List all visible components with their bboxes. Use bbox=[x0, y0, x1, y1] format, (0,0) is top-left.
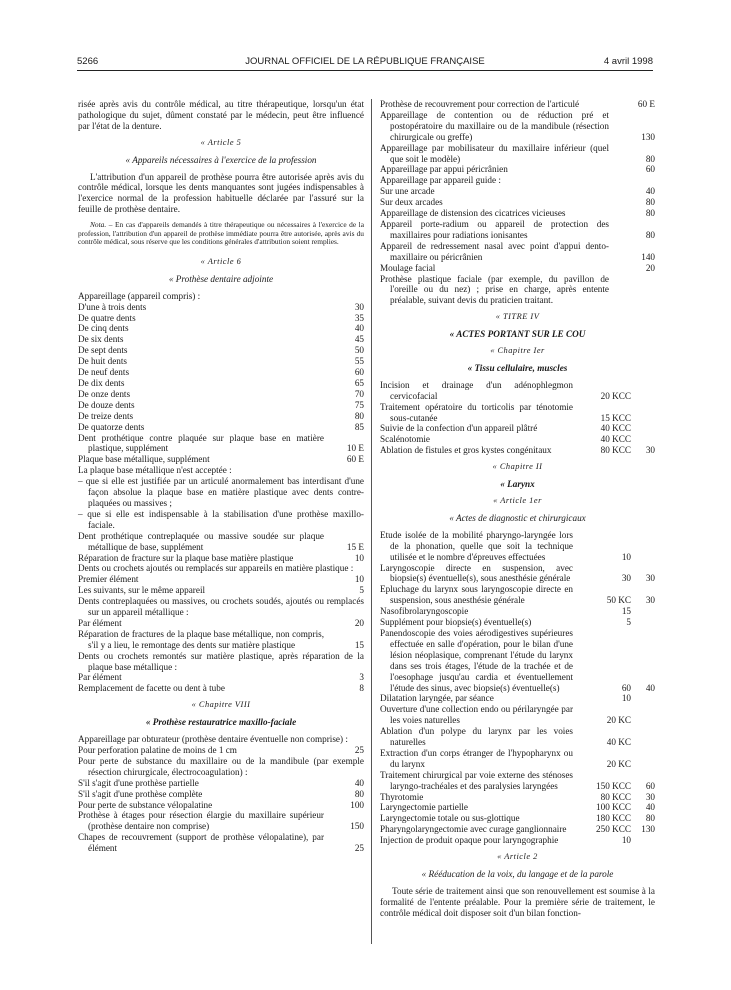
titre-4-heading: « TITRE IV bbox=[495, 312, 540, 322]
row-label: De onze dents bbox=[78, 388, 131, 399]
larynx-row bbox=[380, 584, 655, 606]
row-label: De huit dents bbox=[78, 356, 127, 367]
row-value: 55 bbox=[354, 356, 364, 367]
row-coefficient: 30 bbox=[645, 595, 655, 606]
article-2-title: « Rééducation de la voix, du langage et de la parole bbox=[421, 869, 614, 879]
row-value: 50 KC bbox=[606, 595, 631, 606]
larynx-acts-list bbox=[380, 530, 655, 846]
dents-crochets: Dents ou crochets ajoutés ou remplacés sur appareils en matière plastique : bbox=[78, 563, 354, 574]
row-label: Suivie de la confection d'un appareil plâtré bbox=[380, 423, 538, 434]
row-label: De cinq dents bbox=[78, 323, 129, 334]
header-rule bbox=[77, 70, 653, 71]
row-chapes: Chapes de recouvrement (support de prothèse vélopalatine), par élément 25 bbox=[78, 832, 364, 854]
larynx-row bbox=[380, 802, 655, 813]
appareillage-obturateur: Appareillage par obturateur (prothèse dentaire éventuelle non comprise) : bbox=[78, 734, 348, 745]
cou-row bbox=[380, 445, 655, 456]
row-coefficient: 130 bbox=[641, 824, 655, 835]
article-6-heading: « Article 6 bbox=[200, 256, 242, 266]
dents-row bbox=[78, 356, 364, 367]
perte-substance: Pour perte de substance du maxillaire ou de la mandibule (par exemple résection chirurgicale, électrocoagulation) : bbox=[78, 755, 364, 777]
larynx-row bbox=[380, 748, 655, 770]
chapter-2-title: « Larynx bbox=[500, 479, 535, 490]
larynx-row bbox=[380, 726, 655, 748]
larynx-row bbox=[380, 704, 655, 726]
row-coefficient: 30 bbox=[645, 791, 655, 802]
journal-title: JOURNAL OFFICIEL DE LA RÉPUBLIQUE FRANÇAISE bbox=[245, 56, 485, 67]
row-plaque-base: Plaque base métallique, supplément 60 E bbox=[78, 454, 364, 465]
row-redressement: Appareil de redressement nasal avec point d'appui dento-maxillaire ou péricrânien 140 bbox=[380, 240, 655, 262]
dents-row bbox=[78, 334, 364, 345]
note-text: – En cas d'appareils demandés à titre thérapeutique ou nécessaires à l'exercice de la profession, l'attribution d'un appareil de prothèse immédiate pourra être autorisée, après avis du contrôle médical, sous réserve que les conditions générales d'attribution soient remplies. bbox=[78, 220, 364, 247]
cou-row bbox=[380, 434, 655, 445]
row-label: De douze dents bbox=[78, 399, 135, 410]
chapter-1-title: « Tissu cellulaire, muscles bbox=[467, 362, 568, 373]
row-deux-arcades: Sur deux arcades 80 bbox=[380, 197, 655, 208]
appareillage-label: Appareillage (appareil compris) : bbox=[78, 290, 201, 301]
row-value: 40 KCC bbox=[600, 434, 631, 445]
condition-2: – que si elle est indispensable à la stabilisation d'une prothèse maxillo-faciale. bbox=[78, 508, 364, 530]
row-velopalatine: Pour perte de substance vélopalatine 100 bbox=[78, 799, 364, 810]
row-label: Traitement chirurgical par voie externe des sténoses laryngo-trachéales et des paralysies laryngées bbox=[380, 769, 573, 791]
row-label: Scalénotomie bbox=[380, 434, 431, 445]
row-value: 100 KCC bbox=[596, 802, 631, 813]
dents-row bbox=[78, 345, 364, 356]
row-value: 45 bbox=[354, 334, 364, 345]
dents-row bbox=[78, 367, 364, 378]
row-value: 30 bbox=[354, 301, 364, 312]
row-label: Ablation d'un polype du larynx par les voies naturelles bbox=[380, 726, 573, 748]
row-value: 50 bbox=[354, 345, 364, 356]
row-label: Incision et drainage d'un adénophlegmon cervicofacial bbox=[380, 379, 573, 401]
dents-remontes: Dents ou crochets remontés sur matière plastique, après réparation de la plaque base métallique : bbox=[78, 650, 364, 672]
row-coefficient: 30 bbox=[645, 445, 655, 456]
row-label: Epluchage du larynx sous laryngoscopie directe en suspension, sous anesthésie générale bbox=[380, 584, 573, 606]
titre-4-title: « ACTES PORTANT SUR LE COU bbox=[449, 329, 586, 340]
dents-list bbox=[78, 302, 364, 433]
row-pericranien: Appareillage par appui péricrânien 60 bbox=[380, 164, 655, 175]
cou-row bbox=[380, 423, 655, 434]
row-label: Laryngectomie totale ou sus-glottique bbox=[380, 813, 520, 824]
row-value: 20 KC bbox=[606, 715, 631, 726]
row-label: De six dents bbox=[78, 334, 124, 345]
dents-row bbox=[78, 378, 364, 389]
row-label: Ouverture d'une collection endo ou périlaryngée par les voies naturelles bbox=[380, 704, 573, 726]
article-1-title: « Actes de diagnostic et chirurgicaux bbox=[449, 512, 586, 523]
row-premier-element: Premier élément 10 bbox=[78, 574, 364, 585]
row-label: Panendoscopie des voies aérodigestives supérieures effectuée en salle d'opération, pour le bilan d'une lésion néoplasique, comprenant l'étude du larynx dans ses trois étages, l'étude de la trachée et de l'oesophage jusqu'au cardia et éventuellement l'étude des sinus, avec biopsie(s) éventuelle(s) bbox=[380, 627, 573, 693]
article-5-text: L'attribution d'un appareil de prothèse pourra être autorisée après avis du contrôle médical, lorsque les dents manquantes sont jugées indispensables à l'exercice normal de la profession habituelle déclarée par l'assuré sur la feuille de prothèse dentaire. bbox=[78, 171, 364, 215]
row-label: Pharyngolaryngectomie avec curage ganglionnaire bbox=[380, 824, 567, 835]
row-label: De dix dents bbox=[78, 378, 125, 388]
article-6-title: « Prothèse dentaire adjointe bbox=[168, 273, 274, 284]
row-label: Injection de produit opaque pour laryngographie bbox=[380, 835, 559, 846]
larynx-row bbox=[380, 563, 655, 585]
row-value: 20 KC bbox=[606, 758, 631, 769]
page-header bbox=[77, 56, 653, 70]
row-value: 35 bbox=[354, 312, 364, 323]
row-value: 75 bbox=[354, 399, 364, 410]
dents-row bbox=[78, 323, 364, 334]
row-complete: S'il s'agit d'une prothèse complète 80 bbox=[78, 788, 364, 799]
cou-row bbox=[380, 402, 655, 424]
dents-row bbox=[78, 400, 364, 411]
row-value: 85 bbox=[354, 421, 364, 432]
row-value: 70 bbox=[354, 388, 364, 399]
condition-1: – que si elle est justifiée par un articulé anormalement bas interdisant d'une façon absolue la plaque base en matière plastique avec dents contre-plaquées ou massives ; bbox=[78, 476, 364, 508]
dents-contreplaquees: Dents contreplaquées ou massives, ou crochets soudés, ajoutés ou remplacés sur un appareil métallique : bbox=[78, 596, 364, 618]
row-dent-soudee: Dent prothétique contreplaquée ou massive soudée sur plaque métallique de base, supplément 15 E bbox=[78, 530, 364, 552]
row-porte-radium: Appareil porte-radium ou appareil de protection des maxillaires pour radiations ionisantes 80 bbox=[380, 218, 655, 240]
article-5-heading: « Article 5 bbox=[200, 137, 242, 147]
row-value: 15 KCC bbox=[600, 412, 631, 423]
issue-date: 4 avril 1998 bbox=[603, 56, 653, 67]
row-coefficient: 40 bbox=[645, 682, 655, 693]
row-label: Thyrotomie bbox=[380, 791, 424, 802]
row-label: Laryngectomie partielle bbox=[380, 802, 469, 813]
row-coefficient: 40 bbox=[645, 802, 655, 813]
cou-acts-list bbox=[380, 380, 655, 456]
chapter-8-title: « Prothèse restauratrice maxillo-faciale bbox=[145, 717, 297, 728]
row-value: 180 KCC bbox=[596, 813, 631, 824]
larynx-row bbox=[380, 835, 655, 846]
page-number: 5266 bbox=[77, 56, 99, 67]
article-5-title: « Appareils nécessaires à l'exercice de la profession bbox=[125, 154, 317, 165]
row-value: 40 bbox=[354, 323, 364, 334]
row-value: 10 bbox=[621, 693, 631, 704]
row-label: Traitement opératoire du torticolis par ténotomie sous-cutanée bbox=[380, 401, 573, 423]
row-value: 80 KCC bbox=[600, 791, 631, 802]
row-coefficient: 30 bbox=[645, 573, 655, 584]
row-value: 30 bbox=[621, 573, 631, 584]
dents-row bbox=[78, 422, 364, 433]
chapter-2-heading: « Chapitre II bbox=[492, 462, 543, 472]
chapter-1-heading: « Chapitre Ier bbox=[490, 346, 545, 356]
row-etages: Prothèse à étages pour résection élargie du maxillaire supérieur (prothèse dentaire non comprise) 150 bbox=[78, 810, 364, 832]
row-par-element-2: Par élément 3 bbox=[78, 672, 364, 683]
row-value: 80 KCC bbox=[600, 445, 631, 456]
article-2-text: Toute série de traitement ainsi que son renouvellement est soumise à la formalité de l'entente préalable. Pour la première série de traitement, le contrôle médical doit disposer soit d'un bilan fonction- bbox=[380, 885, 655, 918]
row-label: D'une à trois dents bbox=[78, 301, 147, 312]
row-value: 150 KCC bbox=[596, 780, 631, 791]
row-value: 10 bbox=[621, 551, 631, 562]
row-contention: Appareillage de contention ou de réduction pré et postopératoire du maxillaire ou de la mandibule (résection chirurgicale ou greffe) 130 bbox=[380, 109, 655, 142]
intro-paragraph: risée après avis du contrôle médical, au titre thérapeutique, lorsqu'un état pathologique du sujet, dûment constaté par le médecin, peut être influencé par l'état de la denture. bbox=[78, 99, 364, 131]
left-column bbox=[78, 99, 364, 854]
row-value: 20 KCC bbox=[600, 390, 631, 401]
dents-row bbox=[78, 411, 364, 422]
row-remplacement: Remplacement de facette ou dent à tube 8 bbox=[78, 683, 364, 694]
row-moulage: Moulage facial 20 bbox=[380, 262, 655, 273]
dents-row bbox=[78, 389, 364, 400]
row-value: 60 bbox=[354, 367, 364, 378]
larynx-row bbox=[380, 824, 655, 835]
article-2-heading: « Article 2 bbox=[497, 852, 538, 862]
larynx-row bbox=[380, 813, 655, 824]
plastique-faciale: Prothèse plastique faciale (par exemple, du pavillon de l'oreille ou du nez) ; prise en charge, après entente préalable, suivant devis du praticien traitant. bbox=[380, 273, 609, 306]
plaque-accept: La plaque base métallique n'est acceptée : bbox=[78, 465, 232, 476]
row-partielle: S'il s'agit d'une prothèse partielle 40 bbox=[78, 777, 364, 788]
row-label: Extraction d'un corps étranger de l'hypopharynx ou du larynx bbox=[380, 747, 573, 769]
row-une-arcade: Sur une arcade 40 bbox=[380, 186, 655, 197]
row-value: 40 KC bbox=[606, 737, 631, 748]
dents-row bbox=[78, 302, 364, 313]
row-label: Etude isolée de la mobilité pharyngo-laryngée lors de la phonation, quelle que soit la technique utilisée et le nombre d'épreuves effectuées bbox=[380, 529, 573, 562]
row-label: Dilatation laryngée, par séance bbox=[380, 693, 494, 704]
row-label: Nasofibrolaryngoscopie bbox=[380, 606, 469, 617]
row-par-element-1: Par élément 20 bbox=[78, 617, 364, 628]
row-reparation-fracture: Réparation de fracture sur la plaque base matière plastique 10 bbox=[78, 552, 364, 563]
row-prothese-recouvrement: Prothèse de recouvrement pour correction de l'articulé 60 E bbox=[380, 99, 655, 109]
row-label: Laryngoscopie directe en suspension, avec biopsie(s) éventuelle(s), sous anesthésie générale bbox=[380, 562, 573, 584]
row-dent-contre-plaquee: Dent prothétique contre plaquée sur plaque base en matière plastique, supplément 10 E bbox=[78, 432, 364, 454]
column-separator bbox=[371, 99, 372, 944]
larynx-row bbox=[380, 628, 655, 693]
row-label: De treize dents bbox=[78, 410, 134, 421]
row-coefficient: 80 bbox=[645, 813, 655, 824]
row-value: 5 bbox=[626, 617, 631, 628]
row-value: 10 bbox=[621, 835, 631, 846]
larynx-row bbox=[380, 617, 655, 628]
article-1-heading: « Article 1er bbox=[493, 496, 542, 505]
note-label: Nota. bbox=[90, 220, 107, 230]
row-label: De quatre dents bbox=[78, 312, 136, 323]
row-value: 80 bbox=[354, 410, 364, 421]
row-value: 40 KCC bbox=[600, 423, 631, 434]
row-label: De sept dents bbox=[78, 345, 128, 356]
row-label: Ablation de fistules et gros kystes congénitaux bbox=[380, 445, 552, 456]
row-value: 65 bbox=[354, 378, 364, 388]
article-5-note bbox=[78, 221, 364, 247]
row-coefficient: 60 bbox=[645, 780, 655, 791]
dents-row bbox=[78, 313, 364, 324]
row-label: Supplément pour biopsie(s) éventuelle(s) bbox=[380, 617, 532, 628]
row-reparation-fractures: Réparation de fractures de la plaque base métallique, non compris, s'il y a lieu, le remontage des dents sur matière plastique 15 bbox=[78, 628, 364, 650]
row-value: 15 bbox=[621, 606, 631, 617]
row-value: 60 bbox=[621, 682, 631, 693]
guide-label: Appareillage par appareil guide : bbox=[380, 175, 501, 186]
larynx-row bbox=[380, 530, 655, 563]
row-perforation: Pour perforation palatine de moins de 1 cm 25 bbox=[78, 745, 364, 755]
cou-row bbox=[380, 380, 655, 402]
larynx-row bbox=[380, 792, 655, 803]
row-label: De neuf dents bbox=[78, 367, 130, 378]
chapter-8-heading: « Chapitre VIII bbox=[191, 700, 251, 710]
larynx-row bbox=[380, 770, 655, 792]
row-label: De quatorze dents bbox=[78, 421, 145, 432]
row-mobilisateur: Appareillage par mobilisateur du maxillaire inférieur (quel que soit le modèle) 80 bbox=[380, 142, 655, 164]
row-value: 250 KCC bbox=[596, 824, 631, 835]
right-column bbox=[380, 99, 655, 919]
row-distension: Appareillage de distension des cicatrices vicieuses 80 bbox=[380, 208, 655, 219]
larynx-row bbox=[380, 693, 655, 704]
larynx-row bbox=[380, 606, 655, 617]
row-suivants: Les suivants, sur le même appareil 5 bbox=[78, 585, 364, 596]
